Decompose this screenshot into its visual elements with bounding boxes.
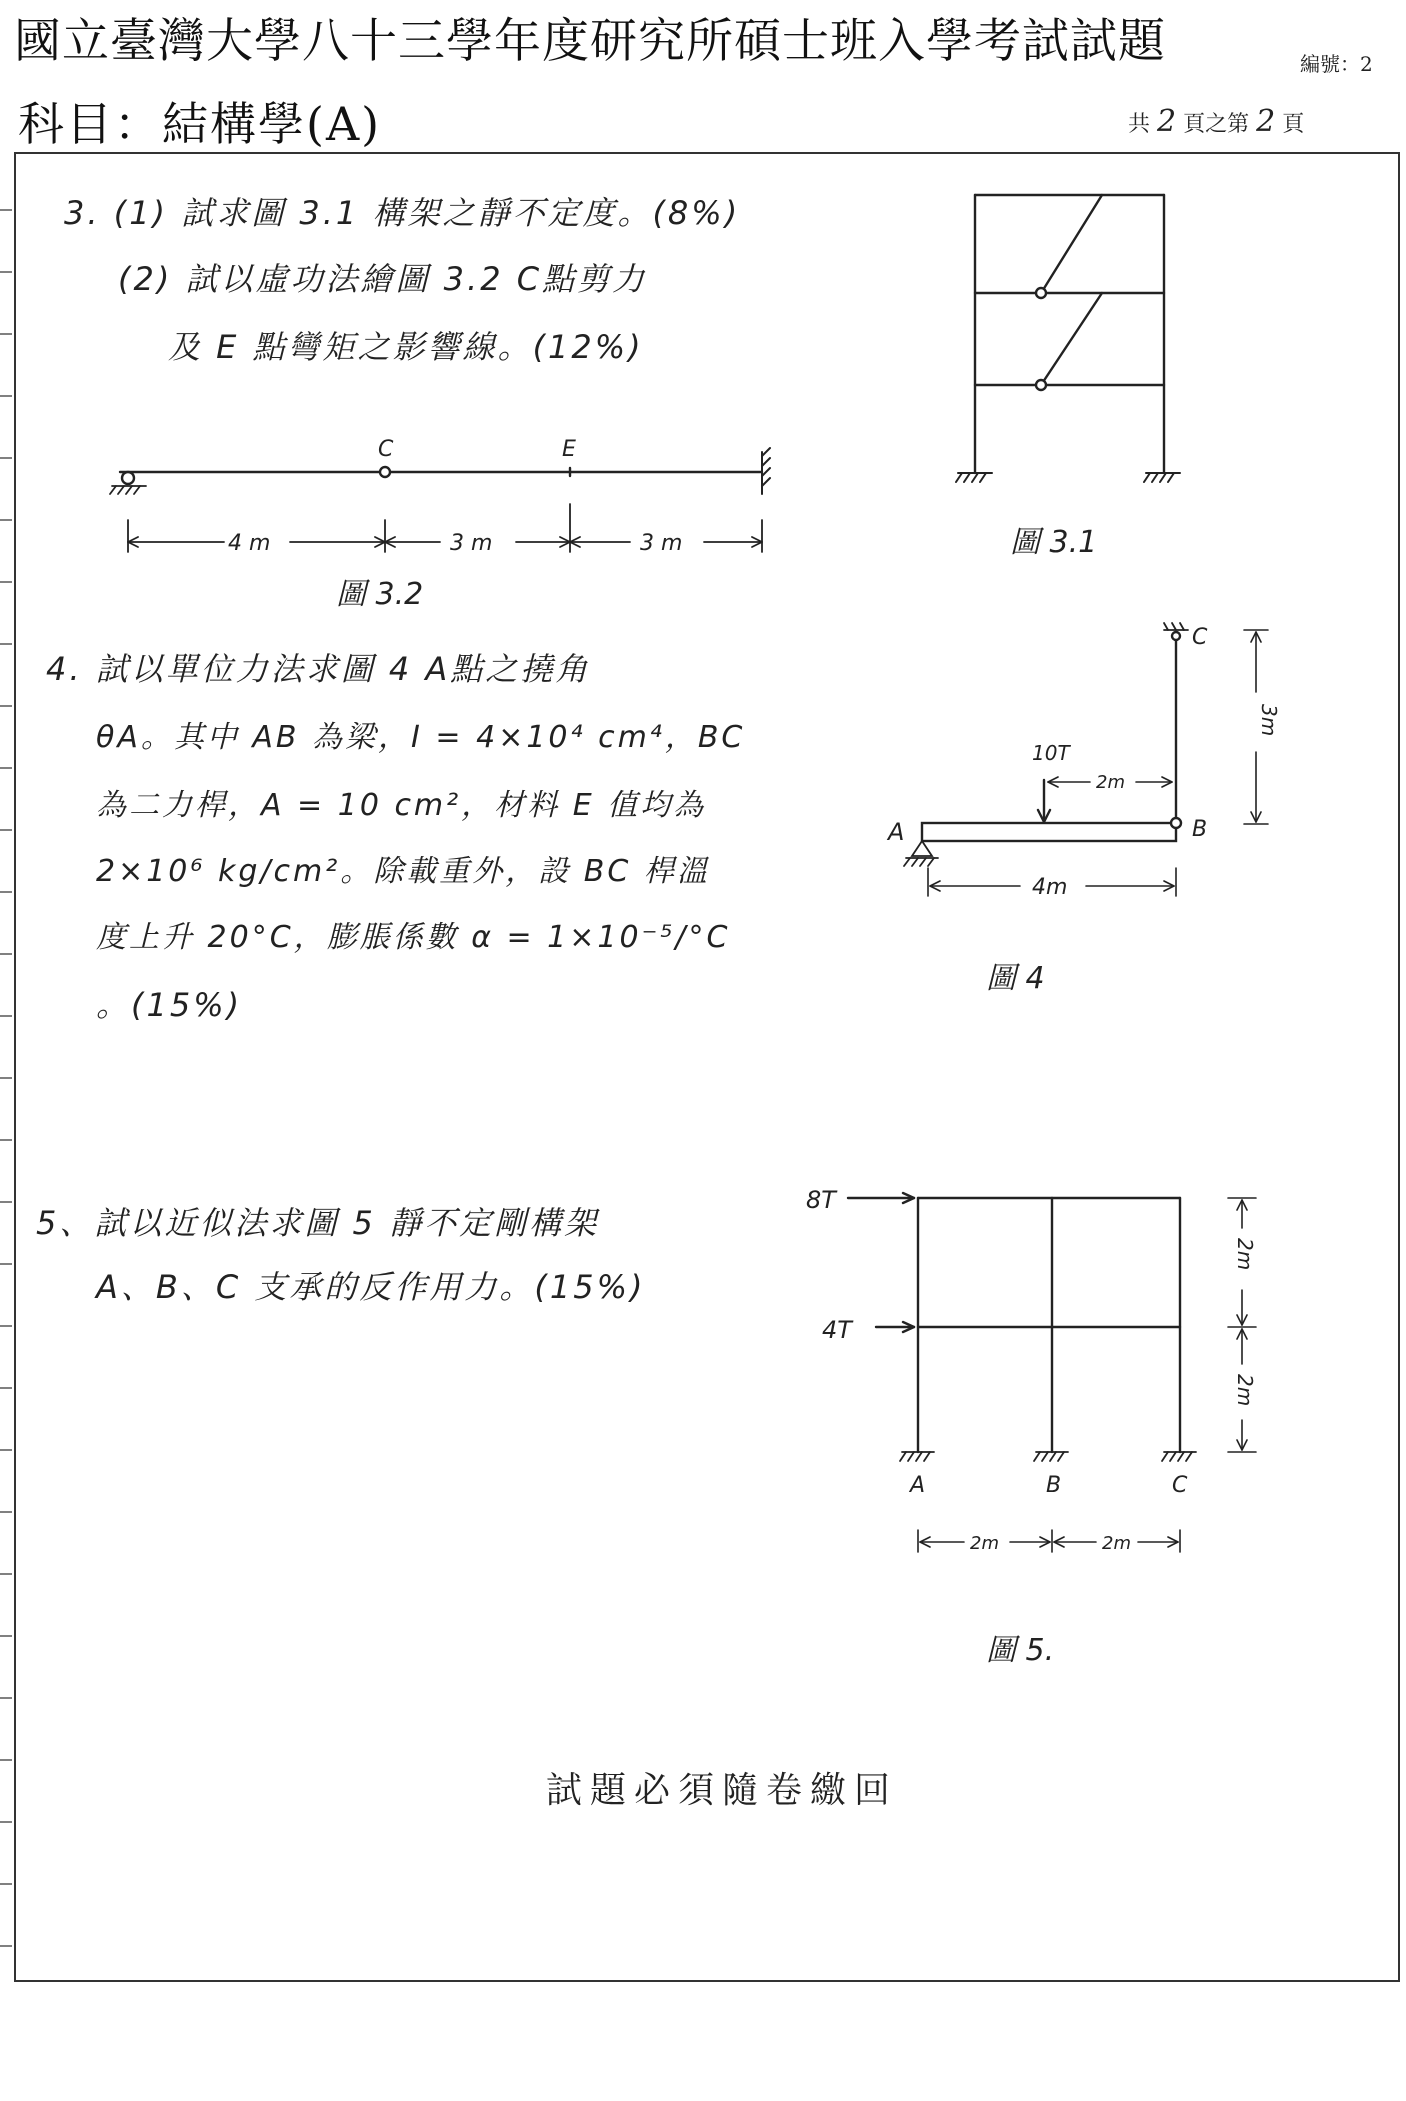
q5-line2: A、B、C 支承的反作用力。(15%) — [96, 1268, 646, 1306]
page-total: 2 — [1157, 104, 1177, 139]
fig4-hinge-c — [1172, 632, 1180, 640]
fig5-support-a-label: A — [910, 1473, 926, 1498]
fig5-story-top-label: 2m — [1233, 1238, 1257, 1271]
page-middle: 頁之第 — [1183, 112, 1250, 137]
fig31-caption: 圖 3.1 — [1010, 525, 1098, 560]
fig4-label-a: A — [888, 818, 905, 846]
q4-line1: 4. 試以單位力法求圖 4 A點之撓角 — [46, 650, 591, 688]
fig31-frame — [975, 195, 1164, 473]
fig31-hinge-2 — [1036, 380, 1046, 390]
fig4-height-label: 3m — [1257, 704, 1281, 737]
q4-line2: θA。其中 AB 為梁，I = 4×10⁴ cm⁴，BC — [96, 720, 746, 755]
fig5-caption: 圖 5. — [986, 1633, 1055, 1668]
fig4-load-label: 10T — [1032, 741, 1070, 765]
fig4-load-arrow — [1038, 780, 1050, 822]
fig5-story-bottom-label: 2m — [1233, 1374, 1257, 1407]
fig4-label-b: B — [1192, 817, 1208, 842]
page-current: 2 — [1256, 104, 1276, 139]
fig5-load-4t-arrow — [876, 1322, 914, 1332]
fig4-top-support — [1164, 623, 1188, 630]
fig4-caption: 圖 4 — [986, 961, 1045, 996]
exam-code: 編號：2 — [1300, 52, 1373, 76]
fig5-fixed-supports — [900, 1452, 1196, 1461]
fig5-bay-right-label: 2m — [1102, 1533, 1131, 1554]
q5-line1: 5、試以近似法求圖 5 靜不定剛構架 — [36, 1204, 600, 1242]
fig32-pin-support — [122, 472, 134, 484]
fig5-height-dimension — [1228, 1198, 1256, 1452]
fig32-dim-2: 3 m — [450, 531, 493, 556]
q3-line2: (2) 試以虛功法繪圖 3.2 C點剪力 — [118, 260, 648, 298]
exam-title: 國立臺灣大學八十三學年度研究所碩士班入學考試試題 — [14, 14, 1166, 69]
q4-line6: 。(15%) — [96, 986, 243, 1024]
fig4-load-dim-label: 2m — [1096, 772, 1125, 793]
fig4-label-c: C — [1192, 625, 1208, 650]
fig5-load-top-label: 8T — [806, 1186, 836, 1214]
fig5-support-b-label: B — [1046, 1473, 1062, 1498]
fig32-fixed-end — [762, 448, 770, 494]
fig32-dim-1: 4 m — [228, 531, 271, 556]
q4-line5: 度上升 20°C，膨脹係數 α = 1×10⁻⁵/°C — [96, 920, 731, 955]
fig4-pin-support-a — [904, 841, 938, 866]
fig5-bay-left-label: 2m — [970, 1533, 999, 1554]
fig32-hinge-c — [380, 467, 390, 477]
q3-line3: 及 E 點彎矩之影響線。(12%) — [168, 328, 644, 366]
page-prefix: 共 — [1128, 112, 1151, 137]
page-suffix: 頁 — [1282, 112, 1305, 137]
fig32-pin-hatch — [110, 486, 146, 494]
subject-label: 科目：結構學(A) — [18, 97, 382, 151]
q4-line3: 為二力桿，A = 10 cm²，材料 E 值均為 — [96, 788, 707, 823]
fig5-frame — [918, 1198, 1180, 1452]
fig5-load-8t-arrow — [848, 1193, 914, 1203]
fig32-dim-3: 3 m — [640, 531, 683, 556]
fig4-hinge-b — [1171, 818, 1181, 828]
q4-line4: 2×10⁶ kg/cm²。除載重外，設 BC 桿溫 — [96, 854, 710, 889]
fig32-label-c: C — [378, 437, 394, 462]
fig5-width-dimension — [918, 1530, 1180, 1552]
fig5-load-mid-label: 4T — [822, 1316, 852, 1344]
fig5-support-c-label: C — [1172, 1473, 1188, 1498]
fig31-fixed-supports — [956, 473, 1180, 482]
return-paper-notice: 試題必須隨卷繳回 — [546, 1770, 899, 1811]
fig4-span-label: 4m — [1032, 875, 1068, 900]
fig32-caption: 圖 3.2 — [336, 577, 424, 612]
q3-line1: 3. (1) 試求圖 3.1 構架之靜不定度。(8%) — [64, 194, 741, 232]
fig31-hinge-1 — [1036, 288, 1046, 298]
fig32-label-e: E — [562, 437, 576, 462]
